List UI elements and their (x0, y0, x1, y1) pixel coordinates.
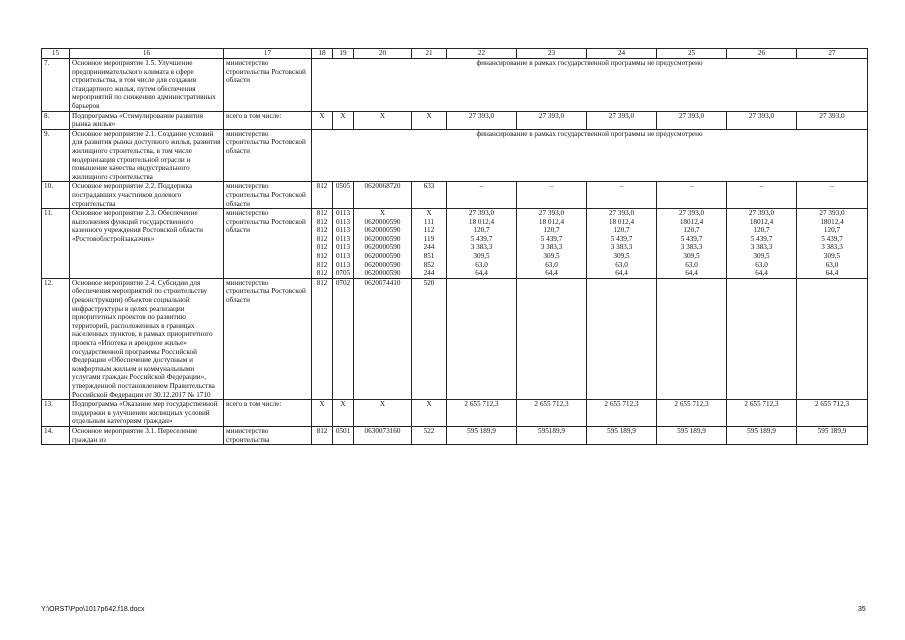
amount-value: – (689, 182, 694, 191)
vr-code-cell (412, 182, 447, 209)
amount-cell (727, 400, 797, 427)
amount-value: 309,5 (823, 252, 841, 261)
rzpr-code: 0113 (335, 243, 351, 252)
row-number: 12. (42, 278, 70, 399)
grbs-code: 812 (316, 269, 328, 278)
vr-code: 852 (423, 260, 435, 269)
amount-value: 120,7 (753, 226, 770, 235)
amount-value: 63,0 (685, 260, 698, 269)
header-cell: 18 (312, 49, 333, 59)
grbs-code: 812 (316, 426, 328, 435)
grbs-code: 812 (316, 243, 328, 252)
amount-value: 64,4 (755, 269, 768, 278)
amount-value: 2 655 712,3 (674, 400, 709, 409)
amount-value: 120,7 (613, 226, 630, 235)
amount-value: 27 393,0 (538, 209, 565, 218)
header-cell: 19 (333, 49, 354, 59)
amount-value: 27 393,0 (678, 209, 705, 218)
csr-code: 0620068720 (364, 182, 401, 191)
rzpr-code: Х (340, 400, 346, 409)
row-number: 8. (42, 111, 70, 129)
rzpr-code-cell (333, 111, 354, 129)
header-cell: 16 (70, 49, 224, 59)
vr-code: Х (426, 111, 432, 120)
amount-value: – (619, 182, 624, 191)
amount-value (799, 279, 865, 288)
table-body (42, 49, 868, 445)
amount-cell (517, 400, 587, 427)
page-number: 35 (858, 606, 866, 613)
amount-value: 5 439,7 (540, 234, 563, 243)
amount-cell (657, 426, 727, 444)
rzpr-code: 0113 (335, 226, 351, 235)
amount-value (659, 279, 724, 288)
row-executor: министерство строительства Ростовской области (224, 209, 312, 279)
amount-cell (727, 111, 797, 129)
rzpr-code: 0705 (335, 269, 351, 278)
amount-value: 27 393,0 (608, 111, 635, 120)
amount-value (729, 279, 794, 288)
row-name: Основное мероприятие 3.1. Переселение граждан из (70, 426, 224, 444)
amount-value: 27 393,0 (468, 209, 495, 218)
row-executor: всего в том числе: (224, 111, 312, 129)
amount-cell (517, 111, 587, 129)
table-row (42, 278, 868, 399)
amount-cell (797, 209, 868, 279)
amount-cell (797, 400, 868, 427)
amount-value: 309,5 (753, 252, 770, 261)
row-number: 7. (42, 59, 70, 112)
rzpr-code: 0113 (335, 217, 351, 226)
amount-cell (587, 426, 657, 444)
header-cell: 21 (412, 49, 447, 59)
header-cell: 15 (42, 49, 70, 59)
csr-code-cell (354, 209, 412, 279)
csr-code: 0620000590 (364, 226, 401, 235)
row-number: 9. (42, 129, 70, 182)
amount-cell (727, 278, 797, 399)
csr-code: 0620000590 (364, 252, 401, 261)
amount-value: 5 439,7 (470, 234, 493, 243)
table-row (42, 426, 868, 444)
amount-value: 27 393,0 (678, 111, 705, 120)
table-row (42, 59, 868, 112)
rzpr-code: Х (340, 111, 346, 120)
table-row (42, 129, 868, 182)
amount-cell (657, 111, 727, 129)
rzpr-code-cell (333, 426, 354, 444)
amount-value: 18012,4 (820, 217, 844, 226)
amount-cell (657, 278, 727, 399)
amount-cell (447, 209, 517, 279)
grbs-code-cell (312, 209, 333, 279)
amount-value: 18 012,4 (538, 217, 565, 226)
amount-value: 2 655 712,3 (814, 400, 850, 409)
vr-code: 633 (423, 182, 435, 191)
budget-table (41, 48, 868, 445)
amount-value: 27 393,0 (468, 111, 495, 120)
amount-value: 5 439,7 (610, 234, 633, 243)
amount-cell (587, 209, 657, 279)
rzpr-code: 0113 (335, 209, 351, 218)
amount-value: 27 393,0 (538, 111, 565, 120)
amount-value: – (830, 182, 834, 191)
amount-cell (797, 278, 868, 399)
amount-value: 18 012,4 (468, 217, 495, 226)
csr-code: 0620000590 (364, 217, 401, 226)
vr-code: Х (426, 209, 432, 218)
amount-value: 63,0 (825, 260, 839, 269)
grbs-code: 812 (316, 182, 328, 191)
amount-value: 27 393,0 (819, 111, 845, 120)
file-path: Y:\ORST\Ppo\1017p642.f18.docx (41, 606, 145, 613)
amount-cell (447, 111, 517, 129)
amount-value: – (549, 182, 554, 191)
amount-value: 27 393,0 (608, 209, 635, 218)
grbs-code-cell (312, 278, 333, 399)
amount-value: 595 189,9 (747, 426, 776, 435)
row-number: 11. (42, 209, 70, 279)
amount-cell (657, 400, 727, 427)
header-cell: 17 (224, 49, 312, 59)
amount-cell (587, 400, 657, 427)
table-row (42, 111, 868, 129)
grbs-code: 812 (316, 209, 328, 218)
row-name: Подпрограмма «Оказание мер государственной поддержки в улучшении жилищных условий отдельным категориям граждан» (70, 400, 224, 427)
row-number: 10. (42, 182, 70, 209)
csr-code: Х (379, 209, 386, 218)
header-cell: 22 (447, 49, 517, 59)
row-executor: министерство строительства Ростовской области (224, 278, 312, 399)
amount-value: 595 189,9 (817, 426, 847, 435)
amount-cell (587, 111, 657, 129)
vr-code: 111 (423, 217, 435, 226)
vr-code-cell (412, 111, 447, 129)
amount-value: 64,4 (825, 269, 839, 278)
row-executor: министерство строительства Ростовской области (224, 182, 312, 209)
table-row (42, 400, 868, 427)
row-executor: министерство строительства Ростовской области (224, 59, 312, 112)
amount-value: 18 012,4 (608, 217, 635, 226)
grbs-code-cell (312, 182, 333, 209)
amount-value: 64,4 (475, 269, 488, 278)
amount-value: 2 655 712,3 (534, 400, 569, 409)
amount-value: 27 393,0 (819, 209, 845, 218)
amount-value: 309,5 (613, 252, 630, 261)
amount-value: 120,7 (543, 226, 560, 235)
amount-value: 3 383,3 (821, 243, 843, 252)
amount-cell (517, 209, 587, 279)
csr-code: 0620000590 (364, 269, 401, 278)
vr-code: 244 (423, 269, 435, 278)
rzpr-code-cell (333, 209, 354, 279)
grbs-code: 812 (316, 217, 328, 226)
header-cell: 24 (587, 49, 657, 59)
csr-code: 0620000590 (364, 234, 401, 243)
header-cell: 25 (657, 49, 727, 59)
amount-cell (797, 426, 868, 444)
amount-value: 18012,4 (749, 217, 774, 226)
grbs-code: 812 (316, 260, 328, 269)
amount-cell (657, 209, 727, 279)
amount-value: 5 439,7 (680, 234, 703, 243)
header-cell: 20 (354, 49, 412, 59)
amount-value: 309,5 (543, 252, 560, 261)
amount-cell (447, 278, 517, 399)
csr-code: 0620074410 (364, 278, 401, 287)
vr-code: 522 (423, 426, 435, 435)
amount-value: 3 383,3 (540, 243, 563, 252)
csr-code-cell (354, 400, 412, 427)
row-executor: всего в том числе: (224, 400, 312, 427)
amount-value (589, 279, 654, 288)
csr-code: 0620000590 (364, 260, 401, 269)
grbs-code: 812 (316, 278, 328, 287)
amount-value: 63,0 (755, 260, 768, 269)
vr-code: 851 (423, 252, 435, 261)
amount-value: 2 655 712,3 (604, 400, 639, 409)
amount-value: 63,0 (615, 260, 628, 269)
amount-value: 63,0 (475, 260, 488, 269)
grbs-code-cell (312, 400, 333, 427)
row-name: Подпрограмма «Стимулирование развития рынка жилья» (70, 111, 224, 129)
amount-value: 595 189,9 (467, 426, 496, 435)
amount-value: 64,4 (545, 269, 558, 278)
amount-value: 3 383,3 (750, 243, 773, 252)
amount-value: 3 383,3 (610, 243, 633, 252)
amount-value: 2 655 712,3 (744, 400, 779, 409)
amount-value: 595 189,9 (677, 426, 706, 435)
rzpr-code: 0501 (335, 426, 351, 435)
grbs-code: Х (319, 400, 325, 409)
amount-cell (447, 426, 517, 444)
rzpr-code-cell (333, 182, 354, 209)
rzpr-code: 0702 (335, 278, 351, 287)
amount-value: 595189,9 (538, 426, 565, 435)
amount-cell (587, 278, 657, 399)
vr-code: 119 (423, 234, 435, 243)
amount-value (519, 279, 584, 288)
vr-code: 244 (423, 243, 435, 252)
amount-value: 64,4 (685, 269, 698, 278)
row-name: Основное мероприятие 1.5. Улучшение предпринимательского климата в сфере строительства, в том числе для создания стандартного жилья, путем обеспечения мероприятий по снижению административных барьеров (70, 59, 224, 112)
row-name: Основное мероприятие 2.1. Создание условий для развития рынка доступного жилья, развития жилищного строительства, в том числе модернизация строительной отрасли и повышение качества индустриального жилищного строительства (70, 129, 224, 182)
amount-cell (517, 426, 587, 444)
amount-value: – (479, 182, 484, 191)
table-row (42, 182, 868, 209)
grbs-code: 812 (316, 252, 328, 261)
table-row (42, 209, 868, 279)
vr-code-cell (412, 278, 447, 399)
amount-cell (727, 209, 797, 279)
row-executor: министерство строительства Ростовской области (224, 129, 312, 182)
vr-code: 112 (423, 226, 435, 235)
rzpr-code: 0113 (335, 252, 351, 261)
amount-value: 3 383,3 (470, 243, 493, 252)
vr-code: Х (426, 400, 432, 409)
amount-cell (797, 182, 868, 209)
amount-cell (447, 182, 517, 209)
row-executor: министерство строительства (224, 426, 312, 444)
row-name: Основное мероприятие 2.2. Поддержка пострадавших участников долевого строительства (70, 182, 224, 209)
row-name: Основное мероприятие 2.3. Обеспечение выполнения функций государственного казенного учреждения Ростовской области «Ростовоблстройзаказчик» (70, 209, 224, 279)
grbs-code: 812 (316, 234, 328, 243)
amount-cell (587, 182, 657, 209)
csr-code: Х (379, 400, 386, 409)
amount-value: 2 655 712,3 (464, 400, 499, 409)
amount-cell (517, 278, 587, 399)
amount-value: 120,7 (683, 226, 700, 235)
amount-cell (517, 182, 587, 209)
rzpr-code-cell (333, 278, 354, 399)
csr-code: 0620000590 (364, 243, 401, 252)
csr-code-cell (354, 182, 412, 209)
amount-cell (797, 111, 868, 129)
csr-code-cell (354, 278, 412, 399)
amount-value: 5 439,7 (821, 234, 843, 243)
amount-value: 595 189,9 (607, 426, 636, 435)
vr-code: 520 (423, 278, 435, 287)
vr-code-cell (412, 400, 447, 427)
csr-code: 0630073160 (364, 426, 401, 435)
amount-value: 27 393,0 (748, 111, 775, 120)
row-number: 13. (42, 400, 70, 427)
amount-value: 18012,4 (679, 217, 704, 226)
rzpr-code: 0505 (335, 182, 351, 191)
amount-value: 64,4 (615, 269, 628, 278)
csr-code-cell (354, 111, 412, 129)
grbs-code-cell (312, 426, 333, 444)
header-cell: 27 (797, 49, 868, 59)
amount-value: 27 393,0 (748, 209, 775, 218)
amount-value: 3 383,3 (680, 243, 703, 252)
header-row (42, 49, 868, 59)
amount-value: 5 439,7 (750, 234, 773, 243)
merged-note: финансирование в рамках государственной программы не предусмотрено (312, 129, 868, 182)
amount-value: 63,0 (545, 260, 558, 269)
amount-cell (447, 400, 517, 427)
merged-note: финансирование в рамках государственной программы не предусмотрено (312, 59, 868, 112)
grbs-code-cell (312, 111, 333, 129)
vr-code-cell (412, 209, 447, 279)
amount-value: 309,5 (683, 252, 700, 261)
rzpr-code: 0113 (335, 234, 351, 243)
csr-code: Х (379, 111, 386, 120)
row-number: 14. (42, 426, 70, 444)
amount-value: – (759, 182, 764, 191)
amount-value (449, 279, 514, 288)
amount-value: 120,7 (473, 226, 490, 235)
grbs-code: 812 (316, 226, 328, 235)
amount-cell (727, 426, 797, 444)
csr-code-cell (354, 426, 412, 444)
rzpr-code-cell (333, 400, 354, 427)
amount-value: 309,5 (473, 252, 490, 261)
grbs-code: Х (319, 111, 325, 120)
amount-value: 120,7 (823, 226, 841, 235)
amount-cell (727, 182, 797, 209)
rzpr-code: 0113 (335, 260, 351, 269)
header-cell: 23 (517, 49, 587, 59)
row-name: Основное мероприятие 2.4. Субсидии для обеспечения мероприятий по строительству (реконструкции) объектов социальной инфраструктуры в целях реализации приоритетных проектов по развитию территорий, расположенных в границах населенных пунктов, в рамках приоритетного проекта «Ипотека и арендное жилье» государственной программы Российской Федерации «Обеспечение доступным и комфортным жильем и коммунальными услугами граждан Российской Федерации», утвержденной постановлением Правительства Российской Федерации от 30.12.2017 № 1710 (70, 278, 224, 399)
amount-cell (657, 182, 727, 209)
header-cell: 26 (727, 49, 797, 59)
vr-code-cell (412, 426, 447, 444)
